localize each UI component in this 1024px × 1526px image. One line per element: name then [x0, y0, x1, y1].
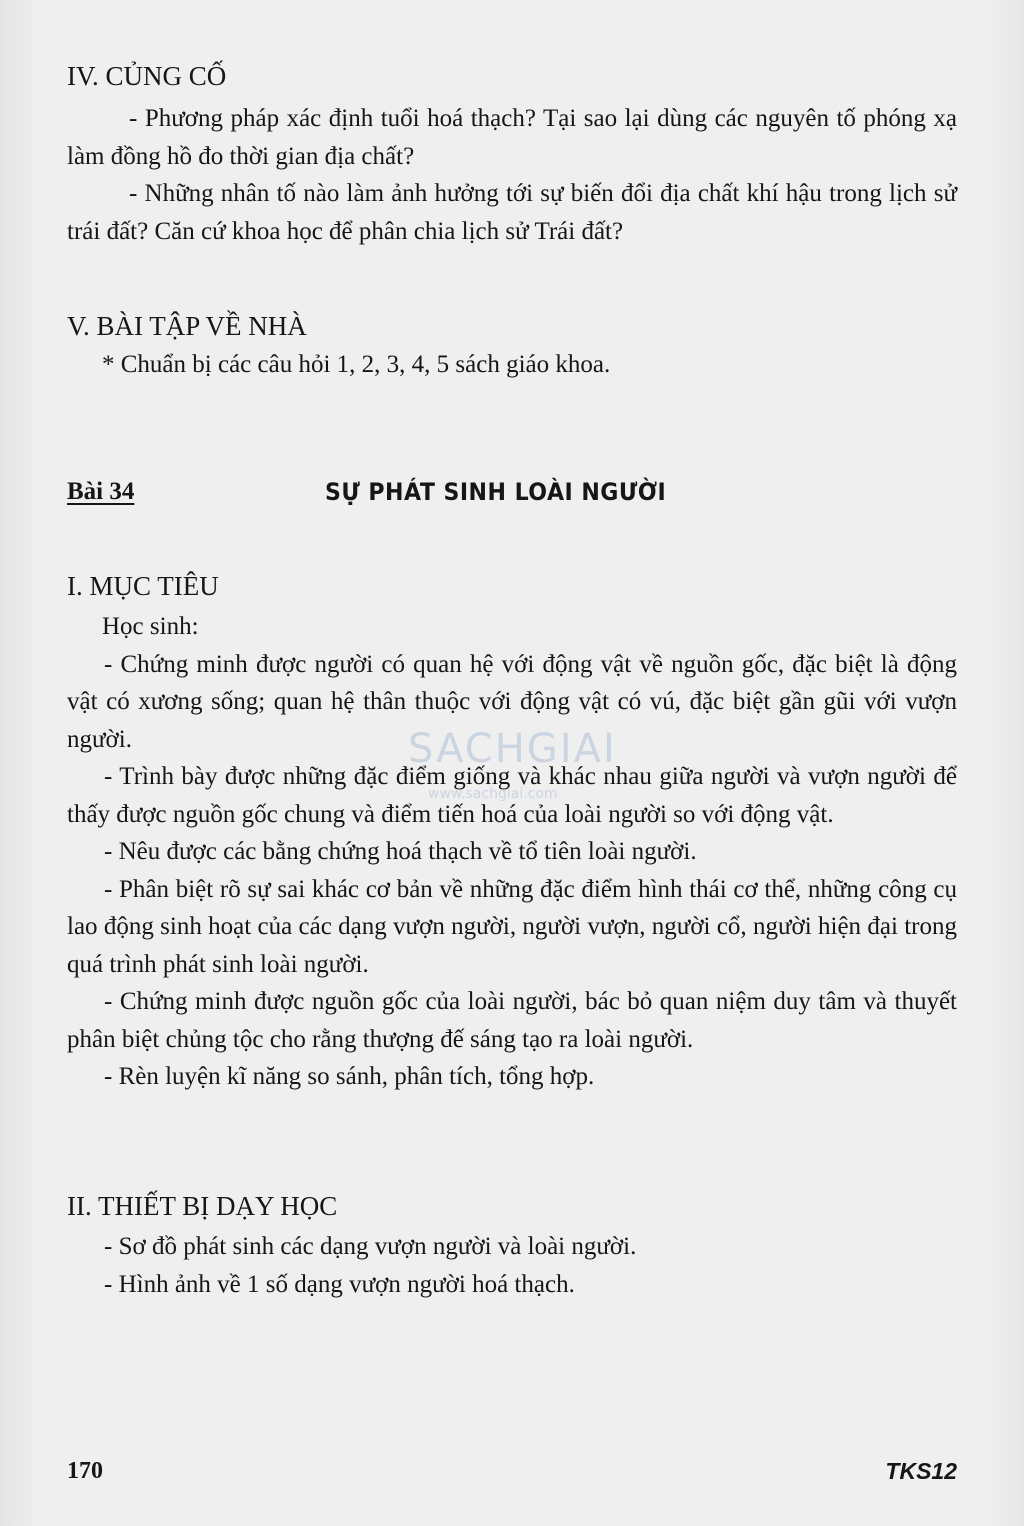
section-ii-paragraph-1: - Sơ đồ phát sinh các dạng vượn người và loài người.	[104, 1233, 637, 1260]
section-i-paragraph-6: - Rèn luyện kĩ năng so sánh, phân tích, tổng hợp.	[104, 1063, 595, 1090]
lesson-title: SỰ PHÁT SINH LOÀI NGƯỜI	[325, 478, 667, 506]
page-number: 170	[67, 1458, 103, 1484]
section-ii-heading: II. THIẾT BỊ DẠY HỌC	[67, 1191, 338, 1221]
section-i	[67, 568, 957, 1096]
section-iv	[67, 58, 957, 250]
lesson-number: Bài 34	[67, 478, 135, 505]
watermark-url: www.sachgiai.com	[428, 786, 558, 802]
lesson-header	[67, 478, 957, 518]
section-ii	[67, 1188, 957, 1303]
section-ii-paragraph-2: - Hình ảnh về 1 số dạng vượn người hoá thạch.	[104, 1270, 575, 1298]
section-iv-heading: IV. CỦNG CỐ	[67, 61, 227, 91]
section-iv-paragraph-2: - Những nhân tố nào làm ảnh hưởng tới sự biến đổi địa chất khí hậu trong lịch sử trái đất? Căn cứ khoa học để phân chia lịch sử Trái đất?	[67, 180, 957, 245]
section-i-paragraph-2: - Trình bày được những đặc điểm giống và khác nhau giữa người và vượn người để thấy được nguồn gốc chung và điểm tiến hoá của loài người so với động vật.	[67, 763, 957, 828]
section-i-paragraph-1: - Chứng minh được người có quan hệ với động vật về nguồn gốc, đặc biệt là động vật có xương sống; quan hệ thân thuộc với động vật có vú, đặc biệt gần gũi với vượn người.	[67, 650, 957, 753]
watermark-logo: SACHGIAI	[408, 726, 617, 772]
section-v-heading: V. BÀI TẬP VỀ NHÀ	[67, 311, 307, 341]
section-iv-paragraph-1: - Phương pháp xác định tuổi hoá thạch? Tại sao lại dùng các nguyên tố phóng xạ làm đồng hồ đo thời gian địa chất?	[67, 105, 957, 170]
section-i-paragraph-3: - Nêu được các bằng chứng hoá thạch về tổ tiên loài người.	[104, 838, 697, 865]
section-i-intro: Học sinh:	[102, 613, 199, 640]
section-v	[67, 308, 957, 384]
section-i-heading: I. MỤC TIÊU	[67, 571, 219, 601]
footer-code: TKS12	[885, 1458, 957, 1484]
section-v-paragraph: * Chuẩn bị các câu hỏi 1, 2, 3, 4, 5 sách giáo khoa.	[102, 351, 611, 378]
section-i-paragraph-4: - Phân biệt rõ sự sai khác cơ bản về những đặc điểm hình thái cơ thể, những công cụ lao động sinh hoạt của các dạng vượn người, người vượn, người cổ, người hiện đại trong quá trình phát sinh loài người.	[67, 875, 957, 978]
section-i-paragraph-5: - Chứng minh được nguồn gốc của loài người, bác bỏ quan niệm duy tâm và thuyết phân biệt chủng tộc cho rằng thượng đế sáng tạo ra loài người.	[67, 988, 957, 1053]
